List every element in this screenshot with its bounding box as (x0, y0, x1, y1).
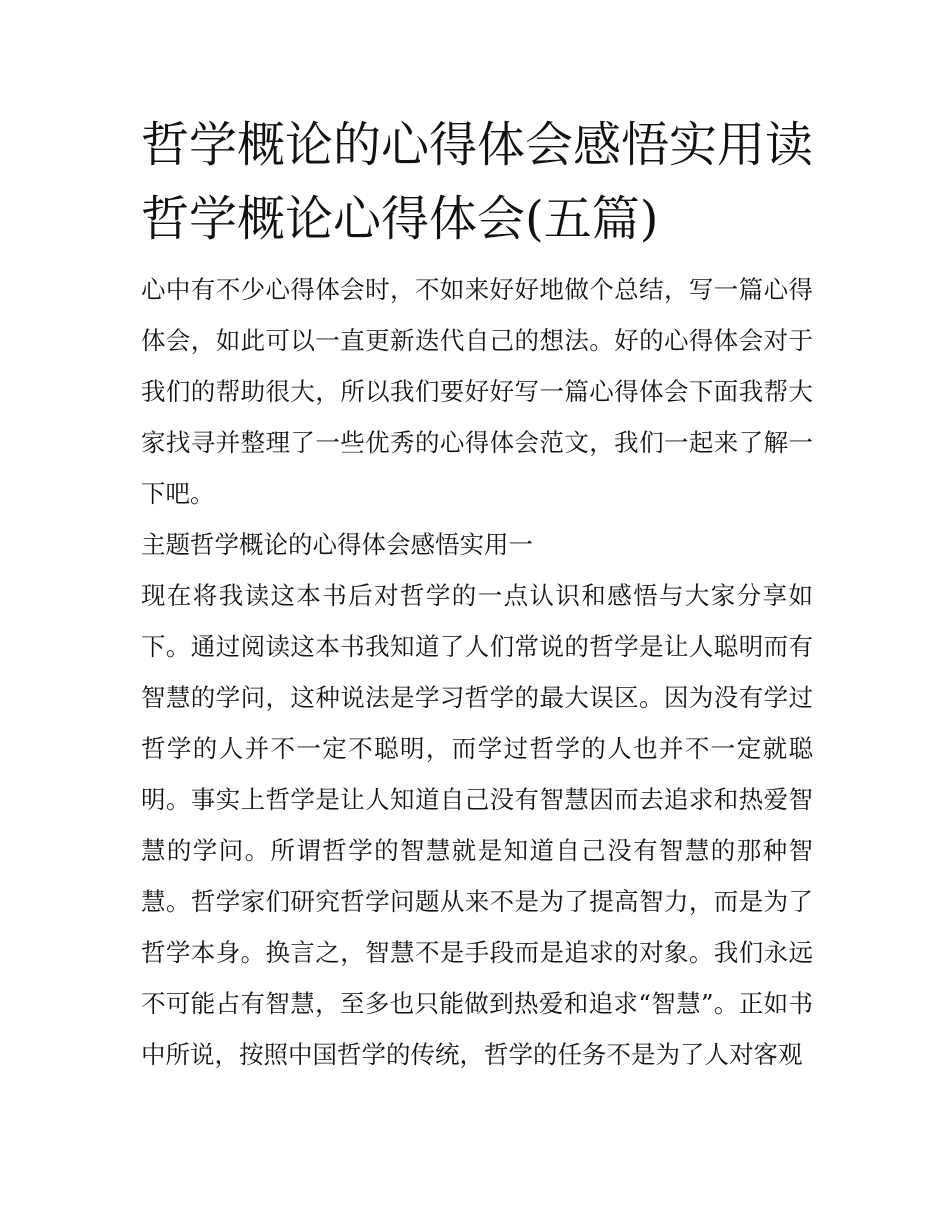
body-paragraph: 现在将我读这本书后对哲学的一点认识和感悟与大家分享如下。通过阅读这本书我知道了人们常说的哲学是让人聪明而有智慧的学问，这种说法是学习哲学的最大误区。因为没有学过哲学的人并不一定不聪明，而学过哲学的人也并不一定就聪明。事实上哲学是让人知道自己没有智慧因而去追求和热爱智慧的学问。所谓哲学的智慧就是知道自己没有智慧的那种智慧。哲学家们研究哲学问题从来不是为了提高智力，而是为了哲学本身。换言之，智慧不是手段而是追求的对象。我们永远不可能占有智慧，至多也只能做到热爱和追求“智慧”。正如书中所说，按照中国哲学的传统，哲学的任务不是为了人对客观 (141, 581, 813, 1069)
intro-paragraph: 心中有不少心得体会时，不如来好好地做个总结，写一篇心得体会，如此可以一直更新迭代自己的想法。好的心得体会对于我们的帮助很大，所以我们要好好写一篇心得体会下面我帮大家找寻并整理了一些优秀的心得体会范文，我们一起来了解一下吧。 (141, 275, 813, 508)
document-title: 哲学概论的心得体会感悟实用读哲学概论心得体会(五篇) (141, 117, 814, 247)
section-heading: 主题哲学概论的心得体会感悟实用一 (141, 530, 533, 559)
document-page (141, 108, 813, 1080)
